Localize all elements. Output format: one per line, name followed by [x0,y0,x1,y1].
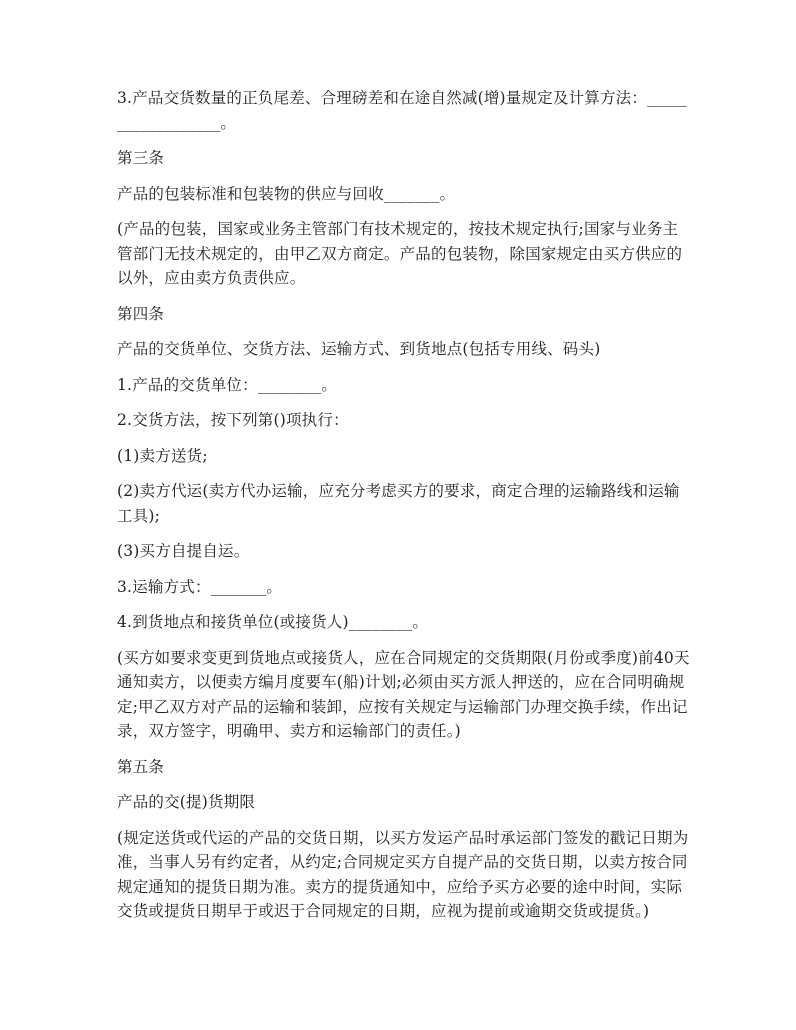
article-5-note: (规定送货或代运的产品的交货日期，以买方发运产品时承运部门签发的戳记日期为准，当事人另有约定者，从约定;合同规定买方自提产品的交货日期，以卖方按合同规定通知的提货日期为准。卖方的提货通知中，应给予买方必要的途中时间，实际交货或提货日期早于或迟于合同规定的日期，应视为提前或逾期交货或提货。) [117,828,689,920]
article-5-heading: 第五条 [117,757,165,776]
article-4-note: (买方如要求变更到货地点或接货人，应在合同规定的交货期限(月份或季度)前40天通知卖方，以便卖方编月度要车(船)计划;必须由买方派人押送的，应在合同明确规定;甲乙双方对产品的运输和装卸，应按有关规定与运输部门办理交换手续，作出记录，双方签字，明确甲、卖方和运输部门的责任。) [117,648,690,740]
article-4-heading: 第四条 [117,304,165,323]
article-4-option-2: (2)卖方代运(卖方代办运输，应充分考虑买方的要求，商定合理的运输路线和运输工具); [117,482,680,525]
article-4-option-1: (1)卖方送货; [117,446,208,465]
article-4-text: 产品的交货单位、交货方法、运输方式、到货地点(包括专用线、码头) [117,340,601,358]
article-3-note: (产品的包装，国家或业务主管部门有技术规定的，按技术规定执行;国家与业务主管部门无技术规定的，由甲乙双方商定。产品的包装物，除国家规定由买方供应的以外，应由卖方负责供应。 [117,220,683,287]
article-4-item-1: 1.产品的交货单位：________。 [117,375,338,394]
article-3-heading: 第三条 [117,149,165,167]
article-4-item-3: 3.运输方式：_______。 [117,577,283,596]
article-3-text: 产品的包装标准和包装物的供应与回收_______。 [117,184,456,203]
document-page [117,86,692,935]
article-4-option-3: (3)买方自提自运。 [117,542,250,560]
article-5-text: 产品的交(提)货期限 [117,793,256,811]
article-4-item-4: 4.到货地点和接货单位(或接货人)________。 [117,613,429,631]
article-4-item-2: 2.交货方法，按下列第()项执行： [117,411,349,429]
clause-2-item-3: 3.产品交货数量的正负尾差、合理磅差和在途自然减(增)量规定及计算方法：__________________。 [117,89,687,132]
